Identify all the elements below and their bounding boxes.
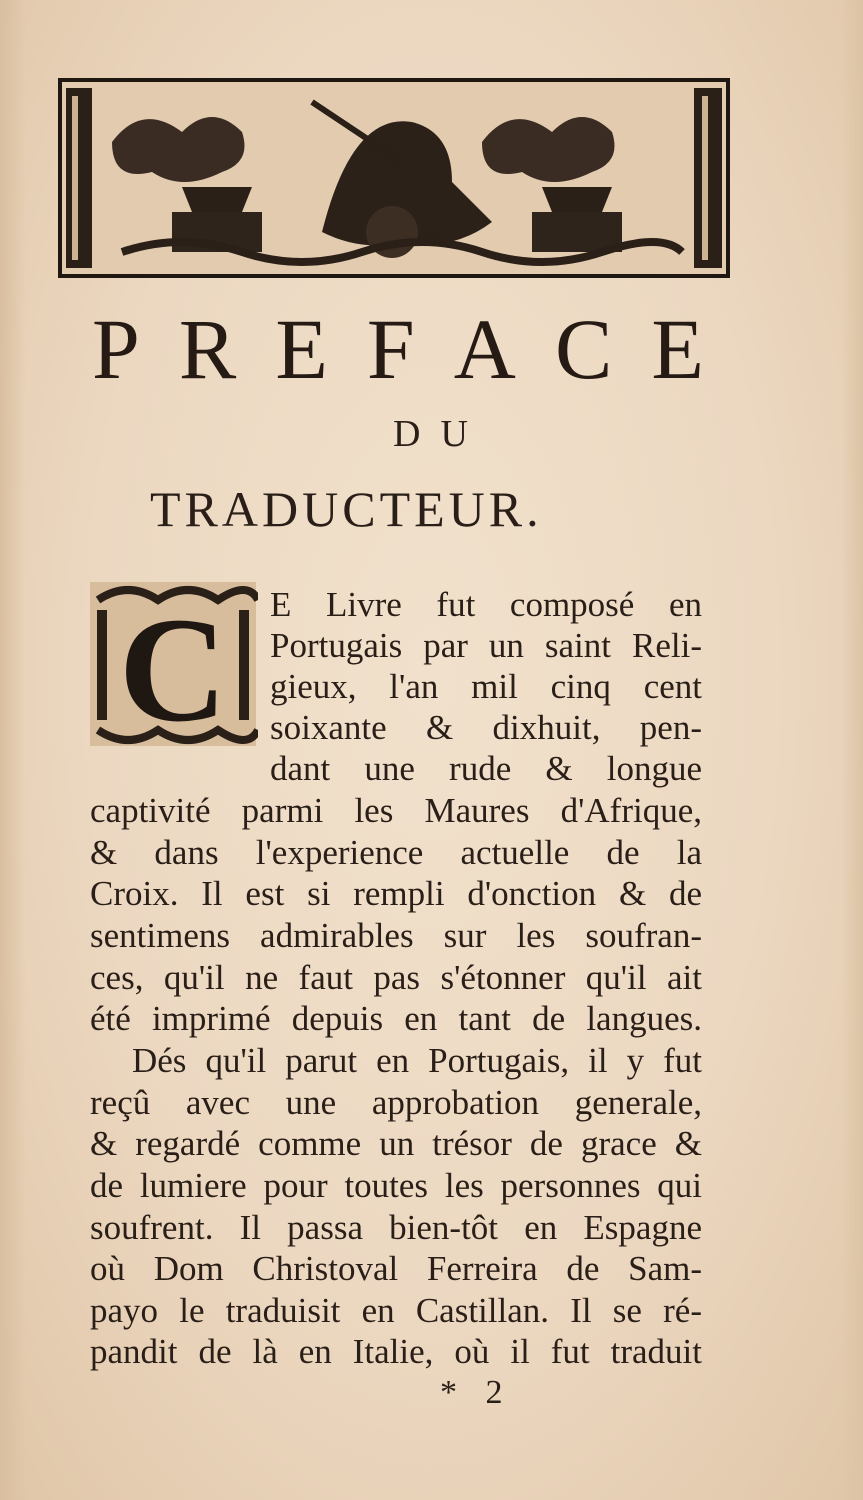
text-line: Dés qu'il parut en Portugais, il y fut	[132, 1041, 702, 1080]
title-letter: C	[554, 301, 613, 397]
text-line: ces, qu'il ne faut pas s'étonner qu'il ait	[90, 958, 702, 997]
text-line: où Dom Christoval Ferreira de Sam-	[90, 1249, 702, 1288]
text-line: de lumiere pour toutes les personnes qui	[90, 1166, 702, 1205]
title-letter: P	[92, 301, 140, 397]
dropcap-letter: C	[118, 587, 228, 748]
text-line: reçû avec une approbation generale,	[90, 1083, 702, 1122]
text-line: captivité parmi les Maures d'Afrique,	[90, 791, 702, 830]
text-line: gieux, l'an mil cinq cent	[270, 667, 702, 706]
text-line: soufrent. Il passa bien-tôt en Espagne	[90, 1208, 702, 1247]
text-line: soixante & dixhuit, pen-	[270, 708, 702, 747]
subtitle-du: DU	[393, 413, 488, 455]
ornamental-dropcap	[88, 580, 258, 748]
page-edge-right	[841, 0, 863, 1500]
title-letter: F	[366, 301, 415, 397]
title-letter: R	[178, 301, 237, 397]
text-line: & regardé comme un trésor de grace &	[90, 1124, 702, 1163]
page-edge-left	[0, 0, 26, 1500]
text-line: Portugais par un saint Reli-	[270, 626, 702, 665]
preface-title	[92, 301, 704, 397]
text-line: & dans l'experience actuelle de la	[90, 833, 702, 872]
subtitle-traducteur: TRADUCTEUR.	[150, 481, 543, 537]
text-line: dant une rude & longue	[270, 749, 702, 788]
title-letter: A	[453, 301, 516, 397]
woodcut-headpiece	[58, 78, 730, 278]
text-line: été imprimé depuis en tant de langues.	[90, 999, 702, 1038]
text-line: payo le traduisit en Castillan. Il se ré-	[90, 1291, 702, 1330]
title-letter: E	[275, 301, 328, 397]
text-line: E Livre fut composé en	[270, 585, 702, 624]
text-line: pandit de là en Italie, où il fut traduit	[90, 1332, 702, 1371]
signature-mark: * 2	[440, 1374, 513, 1411]
text-line: sentimens admirables sur les soufran-	[90, 916, 702, 955]
text-line: Croix. Il est si rempli d'onction & de	[90, 874, 702, 913]
title-letter: E	[651, 301, 704, 397]
